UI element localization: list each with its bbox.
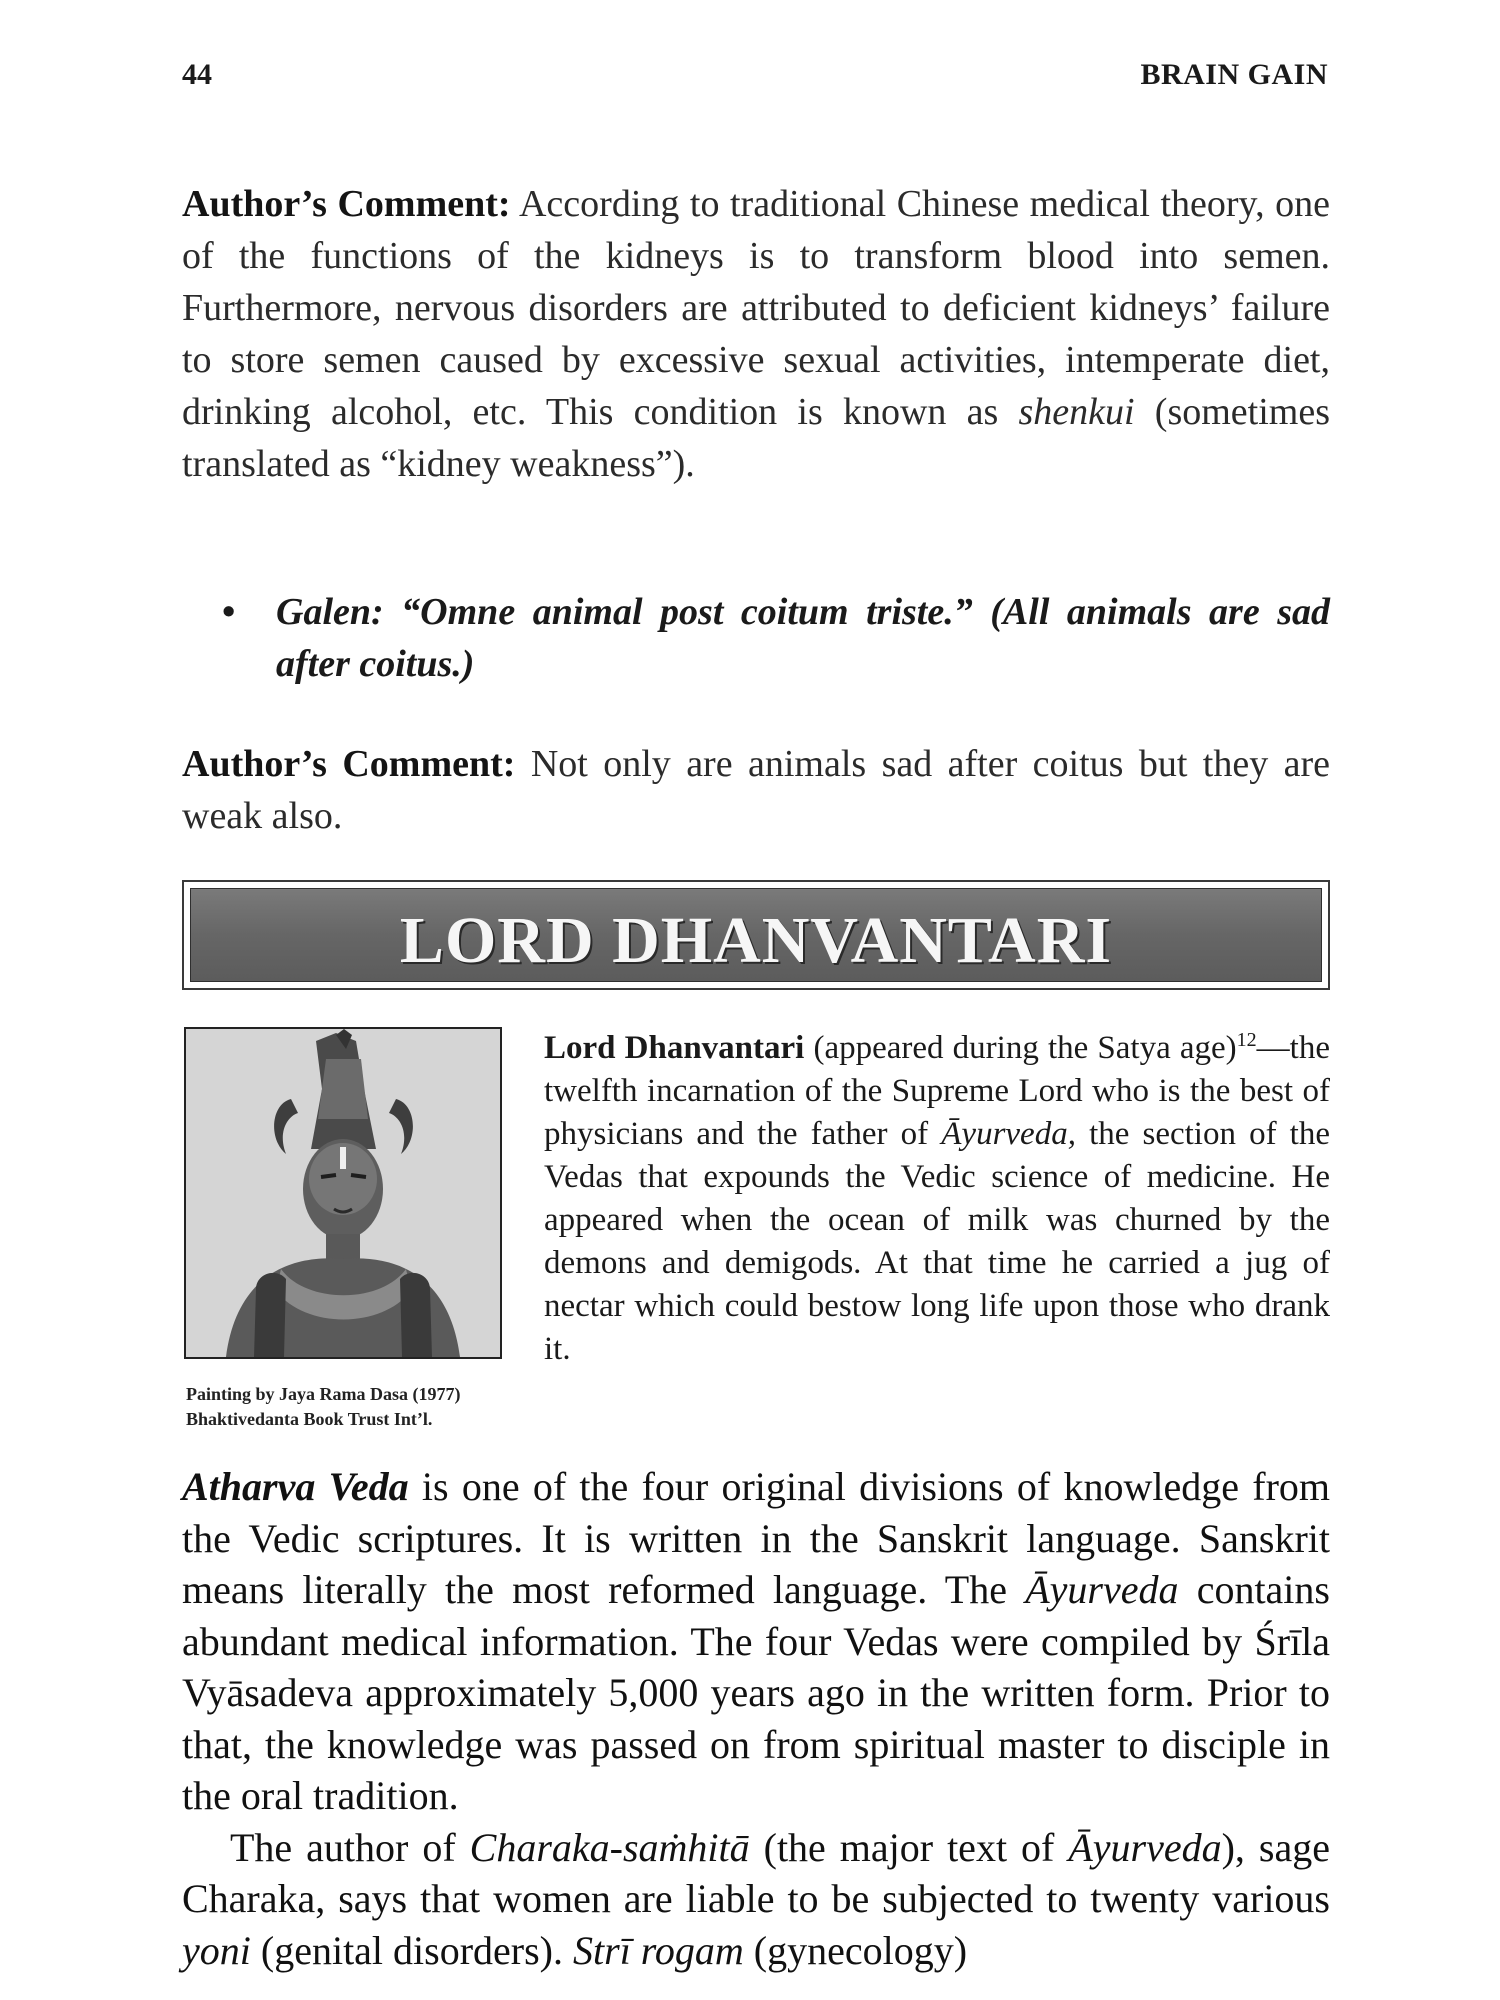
paragraph-charaka [182, 1822, 1330, 1977]
paragraph-text: (the major text of [749, 1824, 1069, 1870]
term-ayurveda: Āyurveda [1025, 1567, 1179, 1612]
term-stri-rogam: Strī rogam [573, 1927, 744, 1973]
banner-panel [190, 888, 1322, 982]
running-head: BRAIN GAIN [1140, 58, 1328, 91]
galen-quote-text: Galen: “Omne animal post coitum triste.” (All animals are sad after coitus.) [276, 591, 1330, 685]
author-comment-kidneys [182, 178, 1330, 490]
banner-title: LORD DHANVANTARI [399, 904, 1113, 977]
comment-text: According to traditional Chinese medical theory, one of the functions of the kidneys is to transform blood into semen. Furthermore, nervous disorders are attributed to deficient kidneys’ failure to store semen caused by excessive sexual activities, intemperate diet, drinking alcohol, etc. This condition is known as [182, 183, 1330, 433]
comment-label: Author’s Comment: [182, 183, 511, 225]
description-text: —the twelfth incarnation of the Supreme Lord who is the best of physicians and the father of [544, 1030, 1330, 1152]
deity-name: Lord Dhanvantari [544, 1030, 805, 1066]
term-yoni: yoni [182, 1927, 251, 1973]
paragraph-text: ), sage Charaka, says that women are liable to be subjected to twenty various [182, 1824, 1330, 1921]
bullet-icon: • [222, 591, 236, 633]
paragraph-text: (genital disorders). [250, 1927, 574, 1973]
paragraph-text: is one of the four original divisions of knowledge from the Vedic scriptures. It is written in the Sanskrit language. Sanskrit means literally the most reformed language. The [182, 1464, 1330, 1612]
comment-text: Not only are animals sad after coitus but they are weak also. [182, 743, 1330, 837]
term-atharva-veda: Atharva Veda [182, 1464, 409, 1509]
portrait-caption [186, 1382, 461, 1432]
description-text: the section of the Vedas that expounds the Vedic science of medicine. He appeared when the ocean of milk was churned by the demons and demigods. At that time he carried a jug of nectar which could bestow long life upon those who drank it. [544, 1116, 1330, 1367]
deity-portrait-image [186, 1029, 500, 1357]
footnote-marker: 12 [1236, 1029, 1257, 1051]
dhanvantari-description [544, 1019, 1330, 1371]
term-ayurveda: Āyurveda [1068, 1824, 1222, 1870]
description-text: (appeared during the Satya age) [804, 1030, 1237, 1066]
comment-text-end: (sometimes translated as “kidney weakness”). [182, 391, 1330, 485]
paragraph-text: The author of [230, 1824, 470, 1870]
body-text [182, 1461, 1330, 1976]
comment-label: Author’s Comment: [182, 743, 516, 785]
dhanvantari-portrait [184, 1027, 502, 1359]
paragraph-text: contains abundant medical information. The four Vedas were compiled by Śrīla Vyāsadeva approximately 5,000 years ago in the written form. Prior to that, the knowledge was passed on from spiritual master to disciple in the oral tradition. [182, 1567, 1330, 1818]
section-banner [182, 880, 1330, 990]
term-shenkui: shenkui [1018, 391, 1135, 433]
paragraph-text: (gynecology) [743, 1927, 968, 1973]
term-charaka-samhita: Charaka-saṁhitā [469, 1824, 750, 1870]
page-number: 44 [182, 58, 212, 91]
galen-quote [222, 586, 1330, 690]
term-ayurveda: Āyurveda, [941, 1116, 1076, 1152]
paragraph-atharva-veda [182, 1461, 1330, 1822]
caption-line: Painting by Jaya Rama Dasa (1977) [186, 1384, 461, 1404]
caption-line: Bhaktivedanta Book Trust Int’l. [186, 1409, 433, 1429]
author-comment-weak [182, 738, 1330, 842]
